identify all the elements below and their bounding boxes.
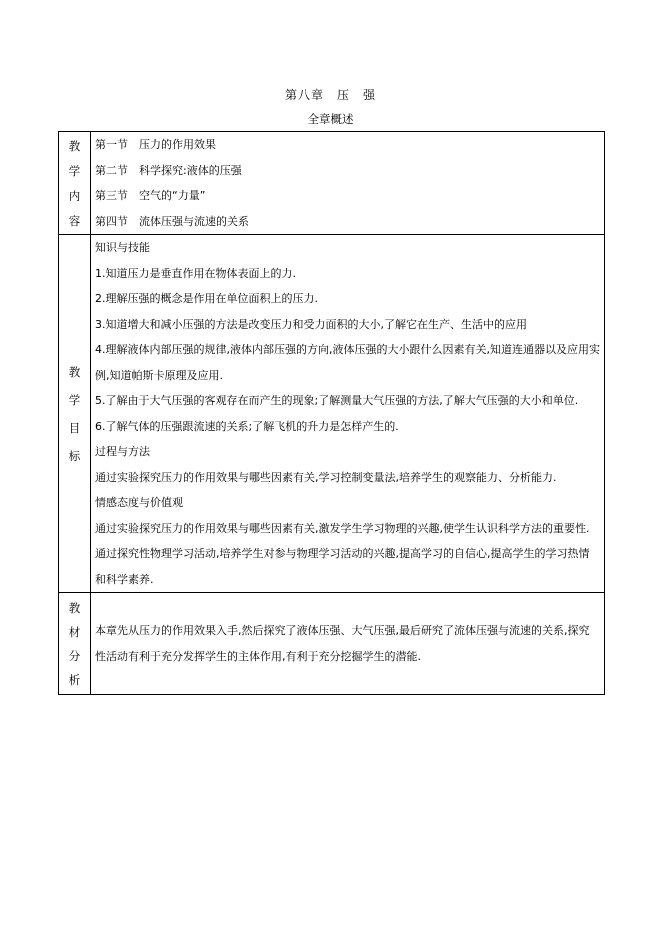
goal-item: 5.了解由于大气压强的客观存在而产生的现象;了解测量大气压强的方法,了解大气压强的大小和单位. (95, 394, 579, 407)
goal-item: 2.理解压强的概念是作用在单位面积上的压力. (95, 292, 318, 305)
label-char: 分 (68, 648, 81, 663)
label-char: 目 (68, 420, 81, 435)
label-char: 学 (68, 163, 81, 178)
label-char: 标 (68, 448, 81, 463)
lesson-plan-table (58, 131, 605, 695)
emotion-text: 通过实验探究压力的作用效果与哪些因素有关,激发学生学习物理的兴趣,使学生认识科学方法的重要性.通过探究性物理学习活动,培养学生对参与物理学习活动的兴趣,提高学习的自信心,提高学生的学习热情和科学素养. (95, 521, 590, 586)
label-char: 学 (68, 392, 81, 407)
emotion-heading: 情感态度与价值观 (95, 496, 183, 509)
label-char: 析 (68, 672, 81, 687)
row-material-analysis (59, 593, 605, 695)
teaching-content-cell (91, 132, 605, 235)
label-char: 教 (68, 138, 81, 153)
section-item: 第一节 压力的作用效果 (95, 138, 216, 151)
page-title: 第八章 压 强 (284, 88, 376, 102)
material-analysis-cell (91, 593, 605, 695)
goal-item: 4.理解液体内部压强的规律,液体内部压强的方向,液体压强的大小跟什么因素有关,知道连通器以及应用实例,知道帕斯卡原理及应用. (95, 343, 600, 382)
label-char: 教 (68, 364, 81, 379)
label-char: 教 (68, 600, 81, 615)
section-item: 第二节 科学探究:液体的压强 (95, 163, 242, 177)
goal-item: 1.知道压力是垂直作用在物体表面上的力. (95, 266, 296, 280)
label-char: 内 (68, 188, 81, 203)
spacer (95, 669, 600, 694)
process-heading: 过程与方法 (95, 445, 150, 458)
row-teaching-goals (59, 235, 605, 593)
label-material-analysis (59, 593, 91, 695)
teaching-goals-cell (91, 235, 605, 593)
label-teaching-goals (59, 235, 91, 593)
analysis-text: 本章先从压力的作用效果入手,然后探究了液体压强、大气压强,最后研究了流体压强与流速的关系,探究性活动有利于充分发挥学生的主体作用,有利于充分挖掘学生的潜能. (95, 624, 590, 663)
label-char: 材 (68, 624, 81, 639)
row-teaching-content (59, 132, 605, 235)
label-teaching-content (59, 132, 91, 235)
section-item: 第三节 空气的“力量” (95, 189, 206, 202)
goal-item: 3.知道增大和减小压强的方法是改变压力和受力面积的大小,了解它在生产、生活中的应用 (95, 317, 527, 331)
label-char: 容 (68, 213, 81, 228)
spacer (95, 593, 600, 618)
knowledge-heading: 知识与技能 (95, 241, 150, 254)
goal-item: 6.了解气体的压强跟流速的关系;了解飞机的升力是怎样产生的. (95, 419, 399, 433)
page-subtitle: 全章概述 (307, 112, 354, 126)
process-text: 通过实验探究压力的作用效果与哪些因素有关,学习控制变量法,培养学生的观察能力、分析能力. (95, 470, 557, 484)
section-item: 第四节 流体压强与流速的关系 (95, 214, 249, 228)
